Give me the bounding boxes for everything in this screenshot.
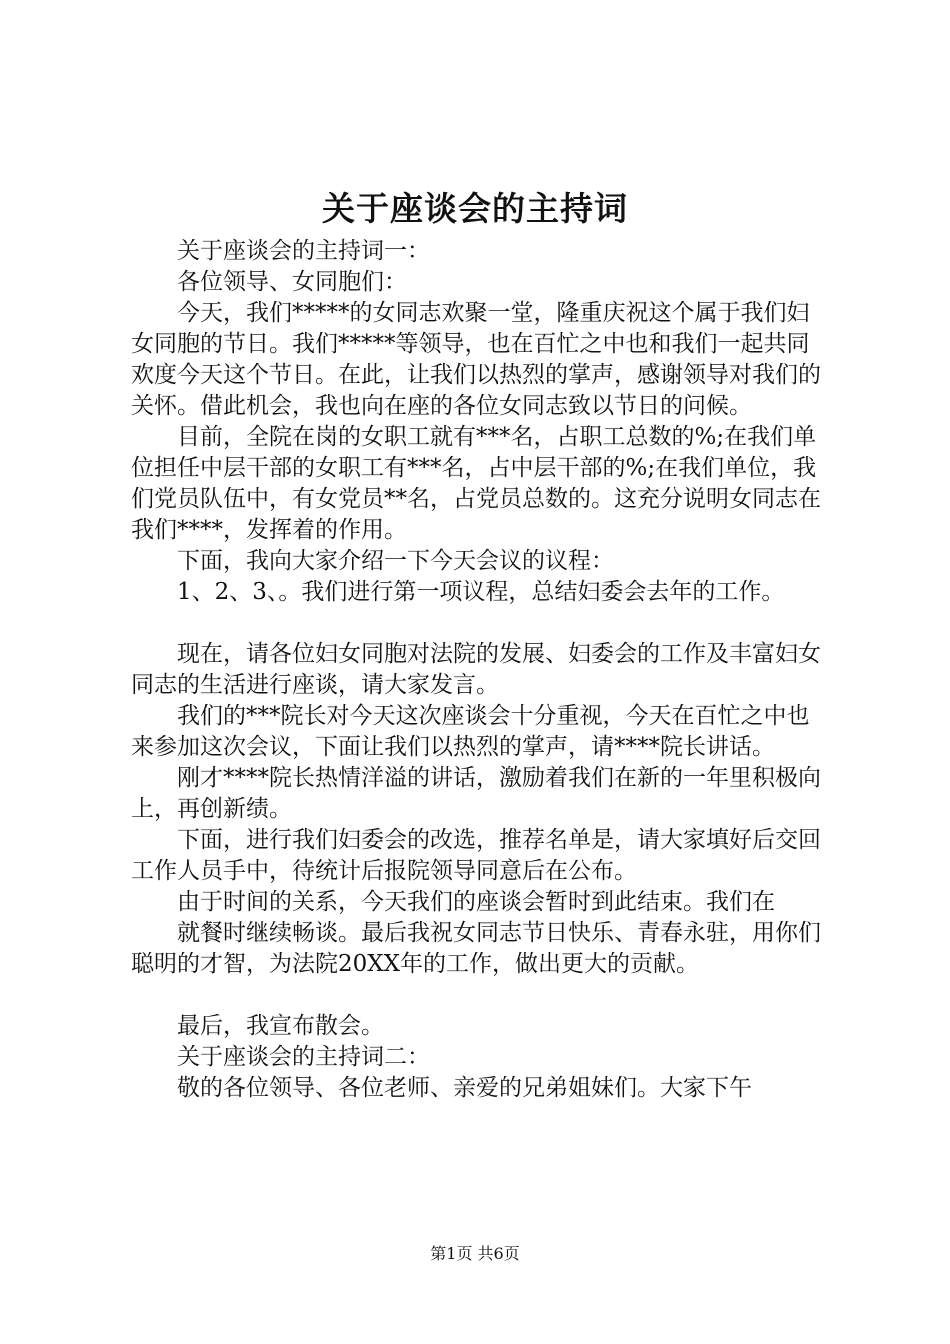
page-footer: 第1页 共6页 [430, 1244, 520, 1263]
paragraph: 1、2、3、。我们进行第一项议程，总结妇委会去年的工作。 [177, 579, 785, 605]
paragraph: 下面，我向大家介绍一下今天会议的议程： [177, 548, 614, 574]
paragraph: 就餐时继续畅谈。最后我祝女同志节日快乐、青春永驻，用你们聪明的才智，为法院20XX年的工作，做出更大的贡献。 [131, 920, 821, 977]
document-body [131, 236, 831, 1104]
paragraph: 现在，请各位妇女同胞对法院的发展、妇委会的工作及丰富妇女同志的生活进行座谈，请大家发言。 [131, 641, 821, 698]
paragraph: 下面，进行我们妇委会的改选，推荐名单是，请大家填好后交回工作人员手中，待统计后报院领导同意后在公布。 [131, 827, 821, 884]
paragraph: 各位领导、女同胞们： [177, 269, 407, 295]
paragraph: 最后，我宣布散会。 [177, 1013, 384, 1039]
blank-line [131, 608, 831, 639]
paragraph: 今天，我们*****的女同志欢聚一堂，隆重庆祝这个属于我们妇女同胞的节日。我们*****等领导，也在百忙之中也和我们一起共同欢度今天这个节日。在此，让我们以热烈的掌声，感谢领导对我们的关怀。借此机会，我也向在座的各位女同志致以节日的问候。 [131, 300, 821, 419]
paragraph: 目前，全院在岗的女职工就有***名，占职工总数的%;在我们单位担任中层干部的女职工有***名，占中层干部的%;在我们单位，我们党员队伍中，有女党员**名，占党员总数的。这充分说明女同志在我们****，发挥着的作用。 [131, 424, 821, 543]
document-title: 关于座谈会的主持词 [322, 189, 628, 228]
paragraph: 刚才****院长热情洋溢的讲话，激励着我们在新的一年里积极向上，再创新绩。 [131, 765, 821, 822]
paragraph: 关于座谈会的主持词一： [177, 238, 430, 264]
blank-line [131, 980, 831, 1011]
paragraph: 关于座谈会的主持词二： [177, 1044, 430, 1070]
paragraph: 我们的***院长对今天这次座谈会十分重视，今天在百忙之中也来参加这次会议，下面让我们以热烈的掌声，请****院长讲话。 [131, 703, 810, 760]
paragraph: 敬的各位领导、各位老师、亲爱的兄弟姐妹们。大家下午 [177, 1075, 752, 1101]
paragraph: 由于时间的关系，今天我们的座谈会暂时到此结束。我们在 [177, 889, 775, 915]
